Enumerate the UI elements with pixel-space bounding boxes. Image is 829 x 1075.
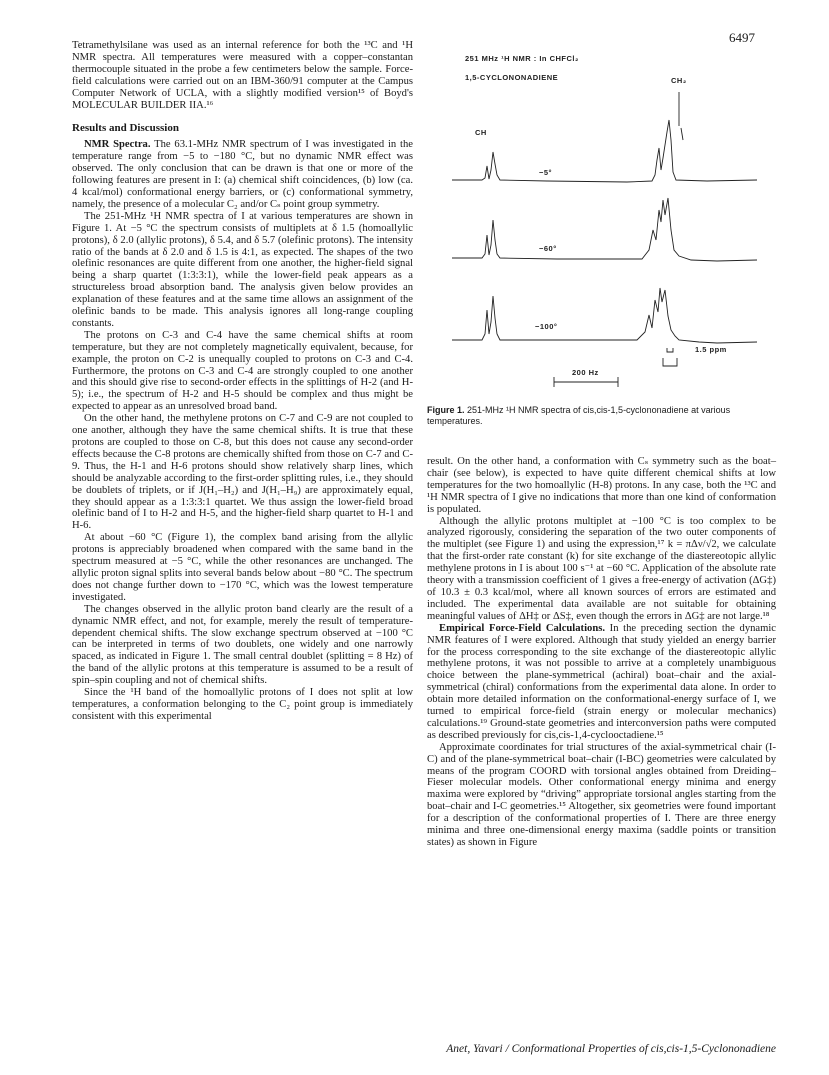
nmr-paragraph-4: On the other hand, the methylene protons on C-7 and C-9 are not coupled to one another, although they have the same chemical shifts. It is true that these protons are coupled to those on C-8, but this does not cause any second-order effects because the C-8 protons are chemically shifted from those on C-7 and C-9. Thus, the H-1 and H-6 protons should show relatively sharp lines, which should be analyzable according to the first-order splitting rules, i.e., they should be doublets of triplets, or if J(H₁–H₂) and J(H₁–H₉) are approximately equal, they should appear as a 1:3:3:1 quartet. We thus assign the lower-field broad olefinic band of I to H-2 and H-5, and the higher-field sharp quartet to H-1 and H-6. bbox=[72, 413, 413, 532]
figure-caption-text: 251-MHz ¹H NMR spectra of cis,cis-1,5-cyclononadiene at various temperatures. bbox=[427, 405, 731, 426]
right-paragraph-1: result. On the other hand, a conformation with Cₛ symmetry such as the boat–chair (see below), is expected to have quite different chemical shifts at low temperatures for the two homoallylic (H-8) protons. In any case, both the ¹³C and ¹H NMR spectra of I give no indications that more than one kind of conformation is populated. bbox=[427, 456, 776, 515]
right-paragraph-4: Approximate coordinates for trial structures of the axial-symmetrical chair (I-C) and of the plane-symmetrical boat–chair (I-BC) geometries were calculated by means of the program COORD with torsional angles obtained from Dreiding–Fieser molecular models. Other conformational energy minima and energy maxima were explored by “driving” appropriate torsional angles starting from the boat–chair and I-C geometries.¹⁵ Altogether, six geometries were found important for a description of the conformational properties of I. There are three energy minima and three one-dimensional energy maxima (saddle points or transition states) as shown in Figure bbox=[427, 741, 776, 848]
nmr-paragraph-7: Since the ¹H band of the homoallylic protons of I does not split at low temperatures, a conformation belonging to the C₂ point group is immediately consistent with this experimental bbox=[72, 687, 413, 722]
scale-bar bbox=[554, 377, 618, 387]
figure-header-2: 1,5-CYCLONONADIENE bbox=[465, 73, 559, 82]
spectrum-trace-minus5 bbox=[452, 120, 757, 182]
nmr-paragraph-3: The protons on C-3 and C-4 have the same chemical shifts at room temperature, but they are not completely magnetically equivalent, because, for example, the proton on C-2 is unequally coupled to protons on C-3 and C-4. Furthermore, the protons on C-3 and C-4 are strongly coupled to one another and this should give rise to second-order effects in the splittings of H-2 (and H-5); i.e., the spectrum of H-2 and H-5 should be complex and thus might be expected to appear as an unresolved broad band. bbox=[72, 329, 413, 413]
nmr-paragraph-6: The changes observed in the allylic proton band clearly are the result of a dynamic NMR effect, and not, for example, merely the result of temperature-dependent chemical shifts. The slow exchange spectrum observed at −100 °C can be interpreted in terms of two doublets, one widely and one narrowly spaced, as indicated in Figure 1. The small central doublet (splitting = 8 Hz) of the band of the allylic protons at this temperature is assumed to be a result of spin–spin coupling and not of chemical shifts. bbox=[72, 603, 413, 687]
temp-label-minus100: −100° bbox=[535, 322, 558, 331]
ch2-tail-line bbox=[681, 128, 683, 140]
figure-caption-label: Figure 1. bbox=[427, 405, 465, 415]
figure-header-1: 251 MHz ¹H NMR : In CHFCl₂ bbox=[465, 54, 579, 63]
nmr-paragraph-5: At about −60 °C (Figure 1), the complex band arising from the allylic protons is appreciably broadened when compared with the same band in the spectrum measured at −5 °C, while the other resonances are unchanged. The allylic proton signal splits into several bands below about −80 °C. The spectrum does not change further down to −170 °C, which was the lowest temperature investigated. bbox=[72, 532, 413, 603]
nmr-lead: NMR Spectra. bbox=[84, 139, 151, 151]
left-column bbox=[72, 40, 413, 723]
running-footer: Anet, Yavari / Conformational Properties of cis,cis-1,5-Cyclononadiene bbox=[446, 1043, 776, 1055]
ppm-label: 1.5 ppm bbox=[695, 345, 727, 354]
scale-label: 200 Hz bbox=[572, 368, 599, 377]
figure-caption bbox=[427, 405, 776, 427]
ff-text: In the preceding section the dynamic NMR features of I were explored. Although that study yielded an energy barrier for the process corresponding to the site exchange of the diastereotopic allylic methylene protons, it was not possible to arrive at a completely unambiguous choice between the plane-symmetrical (achiral) boat–chair and the axial-symmetrical (chiral) conformations from the experimental data alone. In order to obtain more detailed information on the conformational-energy surface of I, we turned to empirical force-field (strain energy or molecular mechanics) calculations.¹⁹ Ground-state geometries and interconversion paths were computed as described previously for cis,cis-1,4-cyclooctadiene.¹⁵ bbox=[427, 622, 776, 741]
doublet-marker-outer bbox=[663, 358, 677, 366]
nmr-figure bbox=[427, 40, 776, 410]
intro-paragraph: Tetramethylsilane was used as an internal reference for both the ¹³C and ¹H NMR spectra. All temperatures were measured with a copper–constantan thermocouple situated in the probe a few centimeters below the sample. Force-field calculations were carried out on an IBM-360/91 computer at the Campus Computer Network of UCLA, with a slightly modified version¹⁵ of Boyd's MOLECULAR BUILDER IIA.¹⁶ bbox=[72, 40, 413, 111]
ff-lead: Empirical Force-Field Calculations. bbox=[439, 622, 605, 634]
temp-label-minus5: −5° bbox=[539, 168, 553, 177]
right-paragraph-3 bbox=[427, 623, 776, 742]
ch2-label: CH₂ bbox=[671, 76, 687, 85]
right-column bbox=[427, 456, 776, 849]
right-paragraph-2: Although the allylic protons multiplet at −100 °C is too complex to be analyzed rigorously, considering the separation of the two outer components of the multiplet (see Figure 1) and using the expression,¹⁷ k = πΔν/√2, we calculate that the first-order rate constant (k) for site exchange of the diastereotopic allylic methylene protons in I is about 100 s⁻¹ at −60 °C. Application of the absolute rate theory with a transmission coefficient of 1 gives a free-energy of activation (ΔG‡) of 10.3 ± 0.3 kcal/mol, where all known sources of errors are estimated and included. The experimental data available are not suitable for obtaining meaningful values of ΔH‡ or ΔS‡, even though the errors in ΔG‡ are not large.¹⁸ bbox=[427, 515, 776, 622]
page-number: 6497 bbox=[729, 30, 755, 45]
nmr-paragraph-2: The 251-MHz ¹H NMR spectra of I at various temperatures are shown in Figure 1. At −5 °C the spectrum consists of multiplets at δ 1.5 (homoallylic protons), δ 2.0 (allylic protons), δ 5.4, and δ 5.7 (olefinic protons). The intensity ratio of the bands at δ 2.0 and δ 1.5 is 4:1, as expected. The shapes of the two olefinic resonances are quite different from one another, the higher-field signal being a sharp quartet (1:3:3:1), while the lower-field peak appears as a structureless broad absorption band. The analysis given below provides an explanation of these features and at the same time allows an assignment of the olefinic bands to be made. This analysis ignores all long-range coupling constants. bbox=[72, 210, 413, 329]
ch-label: CH bbox=[475, 128, 487, 137]
spectrum-trace-minus100 bbox=[452, 288, 757, 343]
nmr-p1-text: The 63.1-MHz NMR spectrum of I was investigated in the temperature range from −5 to −180 °C, but no dynamic NMR effect was observed. The only conclusion that can be drawn is that one or more of the following features are present in I: (a) chemical shift coincidences, (b) low (ca. 4 kcal/mol) conformational energy barriers, or (c) conformational symmetry, namely, the presence of a molecular C₂ and/or Cₛ point group symmetry. bbox=[72, 139, 413, 210]
spectrum-trace-minus60 bbox=[452, 198, 757, 261]
section-heading: Results and Discussion bbox=[72, 122, 179, 135]
temp-label-minus60: −60° bbox=[539, 244, 557, 253]
nmr-paragraph-1 bbox=[72, 139, 413, 210]
doublet-marker-inner bbox=[667, 348, 673, 352]
